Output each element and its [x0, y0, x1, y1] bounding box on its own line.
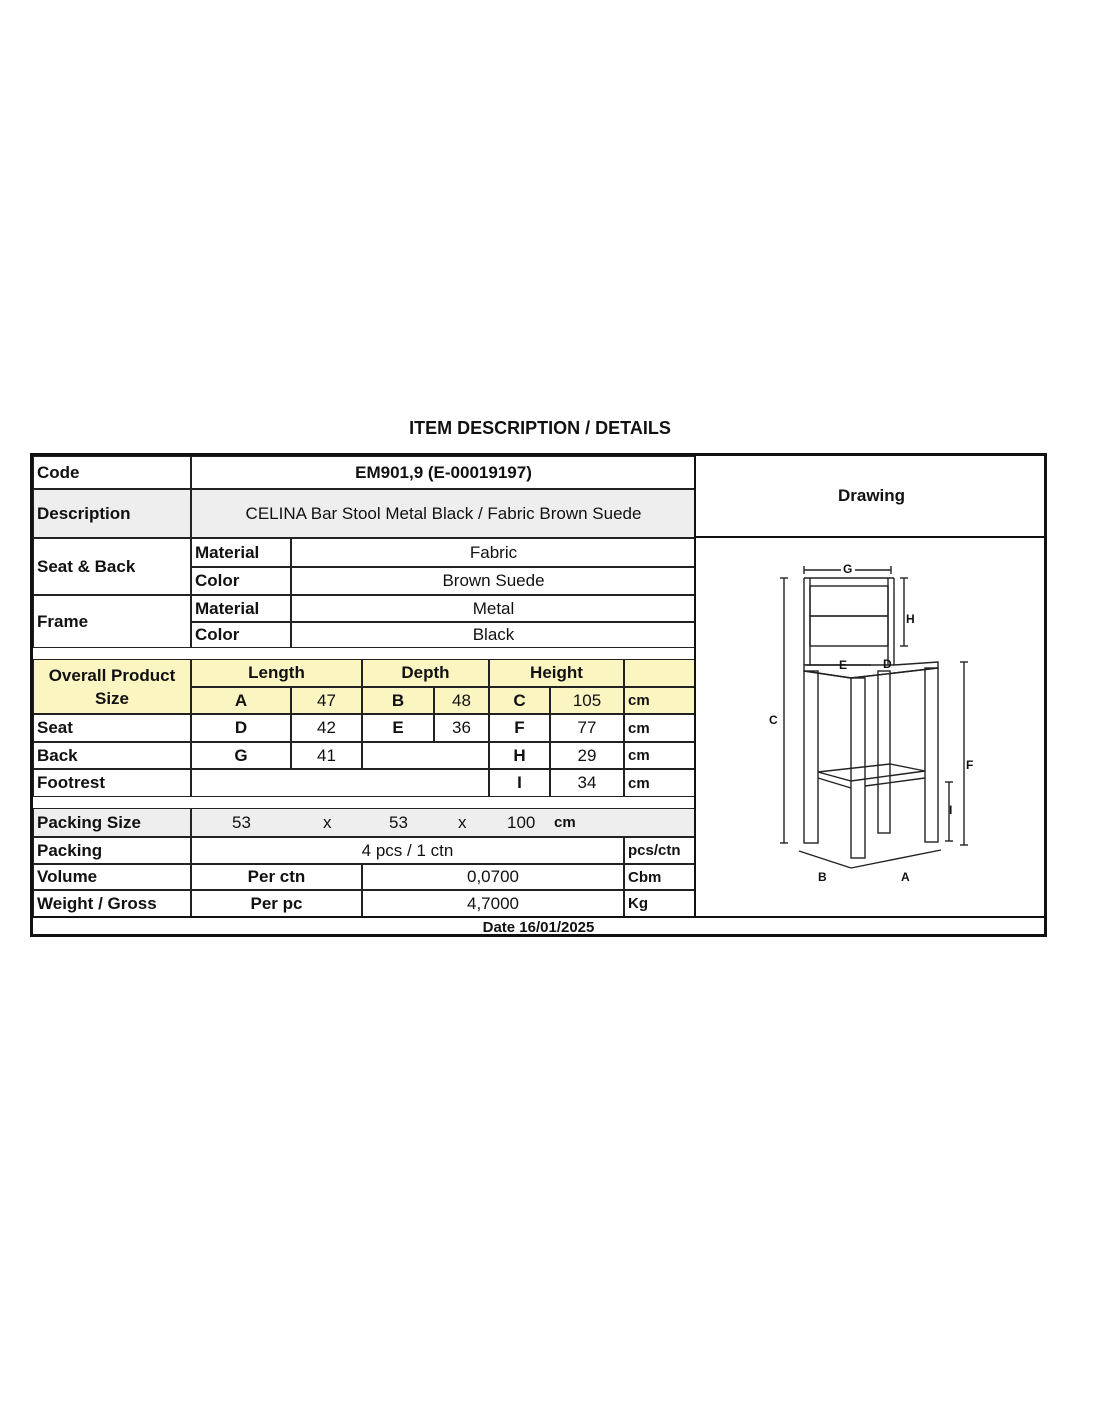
footrest-label: Footrest: [33, 769, 191, 797]
drawing-area: [694, 538, 1047, 916]
packing-size-unit: cm: [554, 814, 576, 831]
seat-d-letter: D: [191, 714, 291, 742]
diagram-label-c: C: [769, 713, 778, 727]
seat-unit: cm: [624, 714, 696, 742]
frame-material-label: Material: [191, 595, 291, 622]
volume-unit: Cbm: [624, 864, 696, 890]
packing-size-x2: x: [458, 812, 467, 832]
seat-f-value: 77: [550, 714, 624, 742]
length-header: Length: [191, 659, 362, 687]
document-title: ITEM DESCRIPTION / DETAILS: [409, 418, 671, 438]
packing-size-values: [191, 808, 696, 837]
diagram-label-a: A: [901, 870, 910, 884]
footrest-empty: [191, 769, 489, 797]
code-value: EM901,9 (E-00019197): [191, 456, 696, 489]
back-h-letter: H: [489, 742, 550, 769]
seat-back-material-label: Material: [191, 538, 291, 567]
back-empty: [362, 742, 489, 769]
seat-back-color: Brown Suede: [291, 567, 696, 595]
packing-size-height: 100: [507, 812, 536, 832]
weight-unit: Kg: [624, 890, 696, 917]
spacer: [33, 798, 694, 808]
diagram-label-e: E: [839, 658, 848, 672]
spec-sheet: [30, 453, 1047, 937]
overall-unit: cm: [624, 687, 696, 714]
weight-label: Weight / Gross: [33, 890, 191, 917]
volume-value: 0,0700: [362, 864, 624, 890]
overall-c-letter: C: [489, 687, 550, 714]
description-value: CELINA Bar Stool Metal Black / Fabric Brown Suede: [191, 489, 696, 538]
description-label: Description: [33, 489, 191, 538]
overall-size-label-line1: Overall Product: [48, 665, 176, 685]
height-header: Height: [489, 659, 624, 687]
frame-label: Frame: [33, 595, 191, 648]
frame-color-label: Color: [191, 622, 291, 648]
diagram-label-d: D: [883, 657, 892, 671]
seat-e-value: 36: [434, 714, 489, 742]
packing-unit: pcs/ctn: [624, 837, 696, 864]
overall-a-letter: A: [191, 687, 291, 714]
diagram-labels: [769, 562, 973, 884]
seat-e-letter: E: [362, 714, 434, 742]
seat-f-letter: F: [489, 714, 550, 742]
document-date: Date 16/01/2025: [33, 916, 1044, 937]
spacer: [33, 649, 694, 659]
packing-size-label: Packing Size: [33, 808, 191, 837]
seat-back-material: Fabric: [291, 538, 696, 567]
frame-material: Metal: [291, 595, 696, 622]
packing-size-x1: x: [323, 812, 332, 832]
packing-label: Packing: [33, 837, 191, 864]
seat-back-label: Seat & Back: [33, 538, 191, 595]
seat-d-value: 42: [291, 714, 362, 742]
diagram-label-h: H: [906, 612, 915, 626]
footrest-unit: cm: [624, 769, 696, 797]
bar-stool-diagram: [696, 538, 1047, 916]
back-label: Back: [33, 742, 191, 769]
depth-header: Depth: [362, 659, 489, 687]
packing-size-width: 53: [232, 812, 251, 832]
overall-c-value: 105: [550, 687, 624, 714]
overall-size-label-line2: Size: [94, 688, 130, 708]
back-g-letter: G: [191, 742, 291, 769]
footrest-i-letter: I: [489, 769, 550, 797]
seat-back-color-label: Color: [191, 567, 291, 595]
overall-b-letter: B: [362, 687, 434, 714]
diagram-label-i: I: [949, 803, 953, 817]
back-h-value: 29: [550, 742, 624, 769]
back-unit: cm: [624, 742, 696, 769]
unit-header: [624, 659, 696, 687]
stool-drawing: [780, 566, 968, 868]
back-g-value: 41: [291, 742, 362, 769]
volume-label: Volume: [33, 864, 191, 890]
code-label: Code: [33, 456, 191, 489]
overall-a-value: 47: [291, 687, 362, 714]
overall-size-label: [33, 659, 191, 714]
diagram-label-g: G: [843, 562, 853, 576]
packing-size-depth: 53: [389, 812, 408, 832]
footrest-i-value: 34: [550, 769, 624, 797]
volume-per: Per ctn: [191, 864, 362, 890]
drawing-header: Drawing: [694, 456, 1047, 538]
weight-per: Per pc: [191, 890, 362, 917]
packing-value: 4 pcs / 1 ctn: [191, 837, 624, 864]
frame-color: Black: [291, 622, 696, 648]
diagram-label-f: F: [966, 758, 974, 772]
diagram-label-b: B: [818, 870, 827, 884]
overall-b-value: 48: [434, 687, 489, 714]
seat-label: Seat: [33, 714, 191, 742]
weight-value: 4,7000: [362, 890, 624, 917]
